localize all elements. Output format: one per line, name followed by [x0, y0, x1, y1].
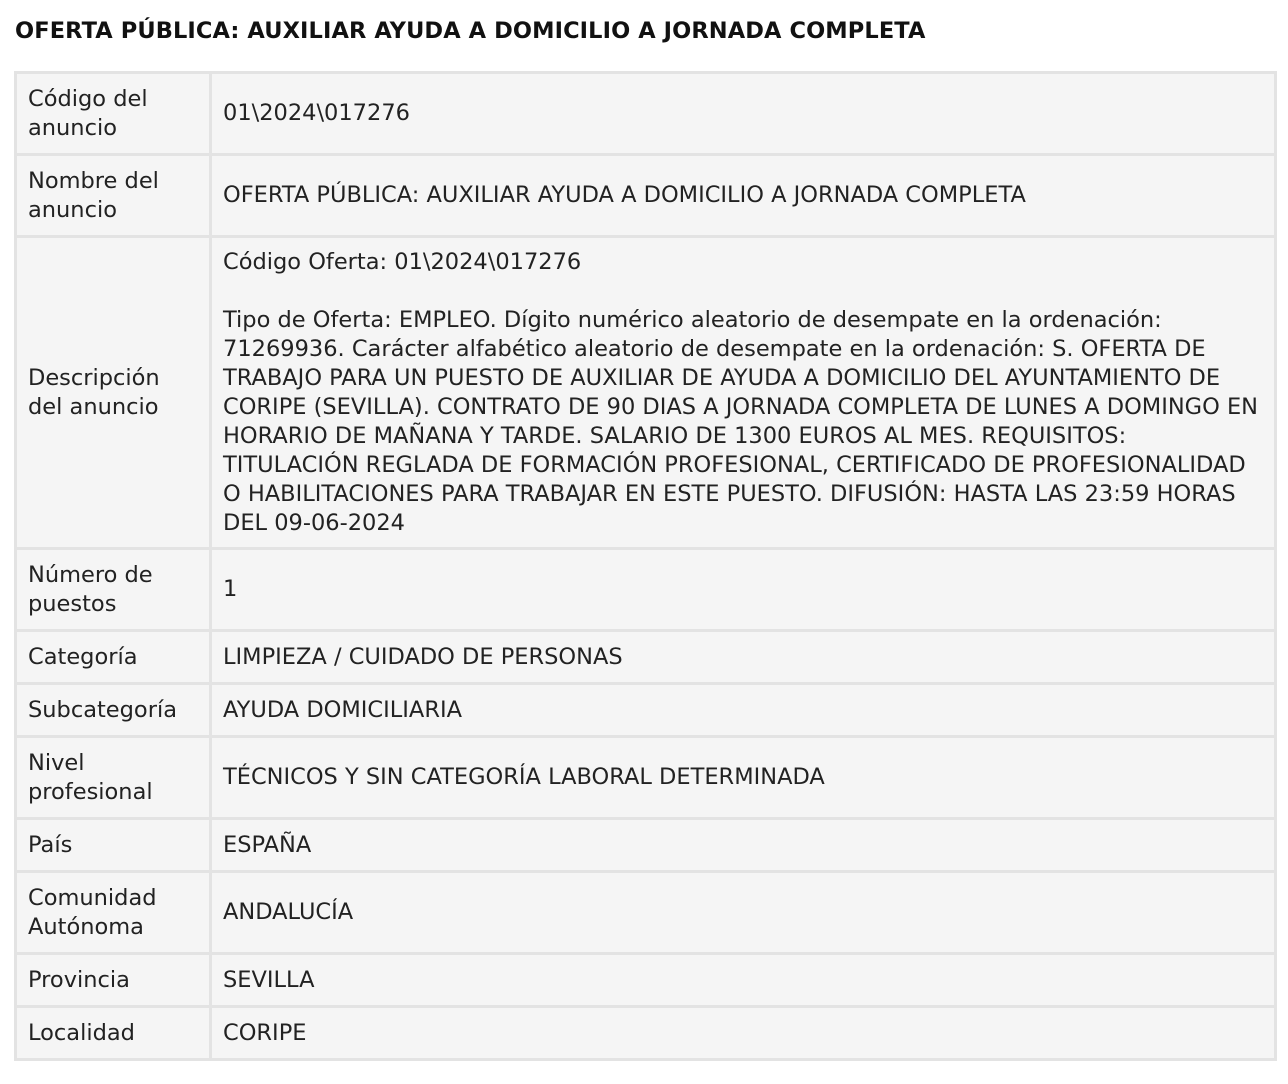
value-categoria: LIMPIEZA / CUIDADO DE PERSONAS — [212, 632, 1274, 682]
label-localidad: Localidad — [17, 1008, 209, 1058]
row-nombre — [17, 156, 1274, 235]
descripcion-spacer — [223, 277, 1264, 306]
value-puestos: 1 — [212, 550, 1274, 629]
row-categoria — [17, 632, 1274, 682]
value-provincia: SEVILLA — [212, 955, 1274, 1005]
label-subcategoria: Subcategoría — [17, 685, 209, 735]
value-localidad: CORIPE — [212, 1008, 1274, 1058]
row-codigo — [17, 74, 1274, 153]
value-codigo: 01\2024\017276 — [212, 74, 1274, 153]
label-comunidad: Comunidad Autónoma — [17, 873, 209, 952]
row-comunidad — [17, 873, 1274, 952]
row-descripcion — [17, 238, 1274, 547]
label-pais: País — [17, 820, 209, 870]
value-subcategoria: AYUDA DOMICILIARIA — [212, 685, 1274, 735]
value-nivel: TÉCNICOS Y SIN CATEGORÍA LABORAL DETERMINADA — [212, 738, 1274, 817]
descripcion-codigo-oferta: Código Oferta: 01\2024\017276 — [223, 248, 582, 275]
label-categoria: Categoría — [17, 632, 209, 682]
descripcion-texto: Tipo de Oferta: EMPLEO. Dígito numérico aleatorio de desempate en la ordenación: 71269936. Carácter alfabético aleatorio de desempate en la ordenación: S. OFERTA DE TRABAJO PARA UN PUESTO DE AUXILIAR DE AYUDA A DOMICILIO DEL AYUNTAMIENTO DE CORIPE (SEVILLA). CONTRATO DE 90 DIAS A JORNADA COMPLETA DE LUNES A DOMINGO EN HORARIO DE MAÑANA Y TARDE. SALARIO DE 1300 EUROS AL MES. REQUISITOS: TITULACIÓN REGLADA DE FORMACIÓN PROFESIONAL, CERTIFICADO DE PROFESIONALIDAD O HABILITACIONES PARA TRABAJAR EN ESTE PUESTO. DIFUSIÓN: HASTA LAS 23:59 HORAS DEL 09-06-2024 — [223, 306, 1258, 536]
value-pais: ESPAÑA — [212, 820, 1274, 870]
value-nombre: OFERTA PÚBLICA: AUXILIAR AYUDA A DOMICILIO A JORNADA COMPLETA — [212, 156, 1274, 235]
page-title: OFERTA PÚBLICA: AUXILIAR AYUDA A DOMICILIO A JORNADA COMPLETA — [15, 18, 926, 44]
row-subcategoria — [17, 685, 1274, 735]
label-descripcion: Descripción del anuncio — [17, 238, 209, 547]
row-localidad — [17, 1008, 1274, 1058]
label-provincia: Provincia — [17, 955, 209, 1005]
details-table — [14, 71, 1277, 1061]
value-descripcion — [212, 238, 1274, 547]
label-nivel: Nivel profesional — [17, 738, 209, 817]
label-nombre: Nombre del anuncio — [17, 156, 209, 235]
label-puestos: Número de puestos — [17, 550, 209, 629]
row-puestos — [17, 550, 1274, 629]
row-provincia — [17, 955, 1274, 1005]
row-pais — [17, 820, 1274, 870]
value-comunidad: ANDALUCÍA — [212, 873, 1274, 952]
label-codigo: Código del anuncio — [17, 74, 209, 153]
row-nivel — [17, 738, 1274, 817]
